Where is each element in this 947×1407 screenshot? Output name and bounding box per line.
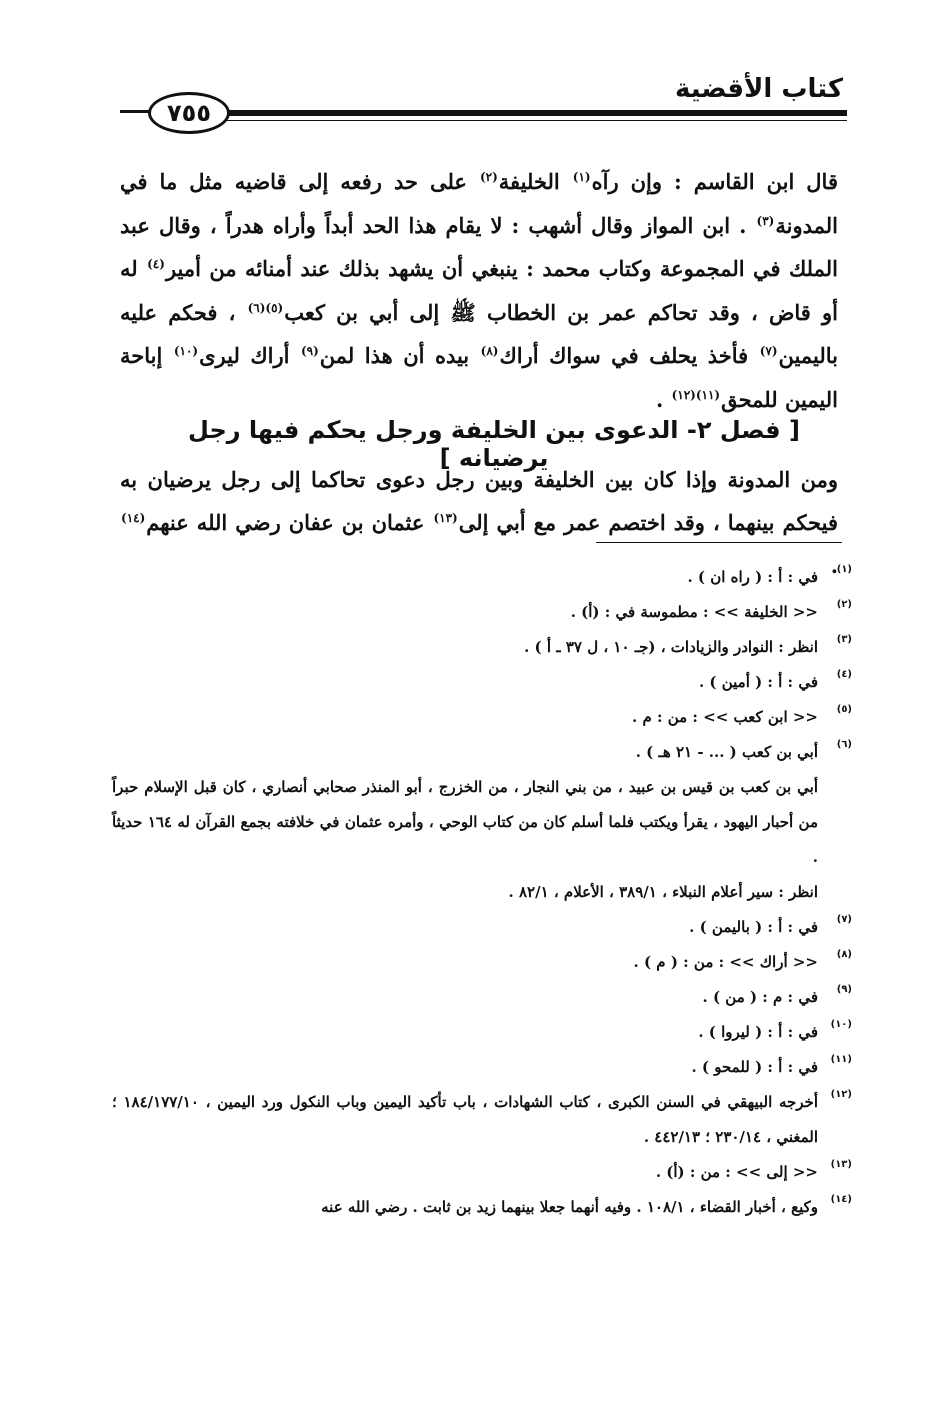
text-run: له أو قاض ، وقد تحاكم عمر بن الخطاب ﷺ إلى أبي بن كعب <box>120 256 838 325</box>
footnote-text: في : أ : ( باليمن ) . <box>689 918 818 936</box>
footnote-number: (٢) <box>836 599 852 610</box>
footnote-6-reference: انظر : سير أعلام النبلاء ، ٣٨٩/١ ، الأعلام ، ٨٢/١ . <box>508 883 818 901</box>
footnote-text: في : أ : ( للمحو ) . <box>691 1058 818 1076</box>
footnote-item <box>112 1085 852 1155</box>
footnote-ref[interactable]: (١) <box>572 170 591 184</box>
footnote-ref[interactable]: (٧) <box>759 344 778 358</box>
header-rule <box>220 110 847 116</box>
footnote-text: وكيع ، أخبار القضاء ، ١٠٨/١ . وفيه أنهما جعلا بينهما زيد بن ثابت . رضي الله عنه <box>321 1198 818 1216</box>
footnote-number: (١٣) <box>830 1159 852 1170</box>
footnote-text: << أراك >> : من : ( م ) . <box>633 953 818 971</box>
text-run: الخليفة <box>498 169 572 194</box>
footnote-item <box>112 665 852 700</box>
footnote-item <box>112 630 852 665</box>
text-run: . ابن المواز وقال أشهب : لا يقام هذا الحد أبداً وأراه هدراً ، وقال عبد الملك في المجموعة وكتاب محمد : ينبغي أن يشهد بذلك عند أمنائه من أمير <box>120 212 839 281</box>
footnote-number: (١٤) <box>830 1194 852 1205</box>
section-heading: [ فصل ٢- الدعوى بين الخليفة ورجل يحكم فيها رجل يرضيانه ] <box>188 416 800 472</box>
footnote-ref[interactable]: (١٤) <box>121 511 146 525</box>
header-rule-thin <box>220 120 847 121</box>
text-run: أراك ليرى <box>199 343 300 368</box>
footnote-ref[interactable]: (٥)(٦) <box>247 300 284 315</box>
footnote-number: (٩) <box>836 984 852 995</box>
footnote-item <box>112 910 852 945</box>
footnote-text: في : أ : ( أمين ) . <box>698 673 818 691</box>
footnote-item <box>112 1050 852 1085</box>
footnote-number: (٤) <box>836 669 852 680</box>
footnote-text: أبي بن كعب ( ... - ٢١ هـ ) . <box>635 743 818 761</box>
footnote-ref[interactable]: (٩) <box>300 344 319 358</box>
main-paragraph <box>120 160 838 421</box>
footnote-item <box>112 1190 852 1225</box>
footnote-item <box>112 1015 852 1050</box>
text-run: على حد رفعه إلى قاضيه مثل ما في المدونة <box>120 169 838 238</box>
footnote-text: << إلى >> : من : (أ) . <box>655 1163 818 1181</box>
page-number <box>148 92 230 134</box>
text-run: قال ابن القاسم : وإن رآه <box>591 169 838 194</box>
text-run: . <box>655 386 671 412</box>
text-run: . <box>830 553 838 578</box>
footnote-text: في : م : ( من ) . <box>702 988 818 1006</box>
footnote-ref[interactable]: (٢) <box>479 170 498 184</box>
footnotes <box>112 560 852 1225</box>
footnote-text: في : أ : ( ليروا ) . <box>698 1023 818 1041</box>
footnote-ref[interactable]: (١٣) <box>433 511 458 525</box>
footnote-ref[interactable]: (١١)(١٢) <box>671 387 721 402</box>
footnote-number: (١٠) <box>830 1019 852 1030</box>
footnote-number: (٦) <box>836 739 852 750</box>
footnote-ref[interactable]: (٣) <box>756 213 775 228</box>
footnote-number: (٨) <box>836 949 852 960</box>
footnote-item <box>112 700 852 735</box>
footnote-text: في : أ : ( راه ان ) . <box>687 568 818 586</box>
footnote-ref[interactable]: (٨) <box>480 344 499 358</box>
text-run: ، فحكم عليه باليمين <box>120 299 838 368</box>
text-run: إباحة اليمين للمحق <box>120 343 838 412</box>
header-lead-line <box>120 110 150 113</box>
footnote-number: (١) <box>836 564 852 575</box>
footnote-ref[interactable]: (١٠) <box>173 344 199 358</box>
footnote-text: << الخليفة >> : مطموسة في : (أ) . <box>570 603 818 621</box>
page-number-text: ٧٥٥ <box>167 99 211 127</box>
footnote-text: << ابن كعب >> : من : م . <box>632 708 818 726</box>
text-run: بيده أن هذا لمن <box>319 343 480 368</box>
footnote-6-biography: أبي بن كعب بن قيس بن عبيد ، من بني النجار ، من الخزرج ، أبو المنذر صحابي أنصاري ، كان قبل الإسلام حبراً من أحبار اليهود ، يقرأ ويكتب فلما أسلم كان من كتاب الوحي ، وأمره عثمان في خلافته بجمع القرآن له ١٦٤ حديثاً . <box>112 778 819 866</box>
text-run: ومن المدونة وإذا كان بين الخليفة وبين رجل دعوى تحاكما إلى رجل يرضيان به فيحكم بينهما ، وقد اختصم عمر مع أبي إلى <box>120 467 838 535</box>
footnote-ref[interactable]: (٤) <box>147 257 165 271</box>
footnote-item <box>112 1155 852 1190</box>
footnote-number: (٧) <box>836 914 852 925</box>
footnote-separator <box>596 542 842 543</box>
text-run: فأخذ يحلف في سواك أراك <box>499 343 759 368</box>
footnote-number: (٥) <box>836 704 852 715</box>
footnote-item <box>112 560 852 595</box>
footnote-item <box>112 945 852 980</box>
footnote-item <box>112 980 852 1015</box>
footnote-item <box>112 595 852 630</box>
footnote-text: انظر : النوادر والزيادات ، (جـ ١٠ ، ل ٣٧ ـ أ ) . <box>524 638 818 656</box>
footnote-number: (١٢) <box>830 1089 852 1100</box>
footnote-item <box>112 735 852 770</box>
footnote-text: أخرجه البيهقي في السنن الكبرى ، كتاب الشهادات ، باب تأكيد اليمين وباب النكول ورد اليمين ، ١٨٤/١٧٧/١٠ ؛ المغني ، ٢٣٠/١٤ ؛ ٤٤٢/١٣ . <box>112 1093 818 1146</box>
text-run: عثمان بن عفان رضي الله عنهم <box>146 510 433 535</box>
footnote-number: (١١) <box>830 1054 852 1065</box>
running-head-title: كتاب الأقضية <box>675 74 843 104</box>
footnote-number: (٣) <box>836 634 852 645</box>
